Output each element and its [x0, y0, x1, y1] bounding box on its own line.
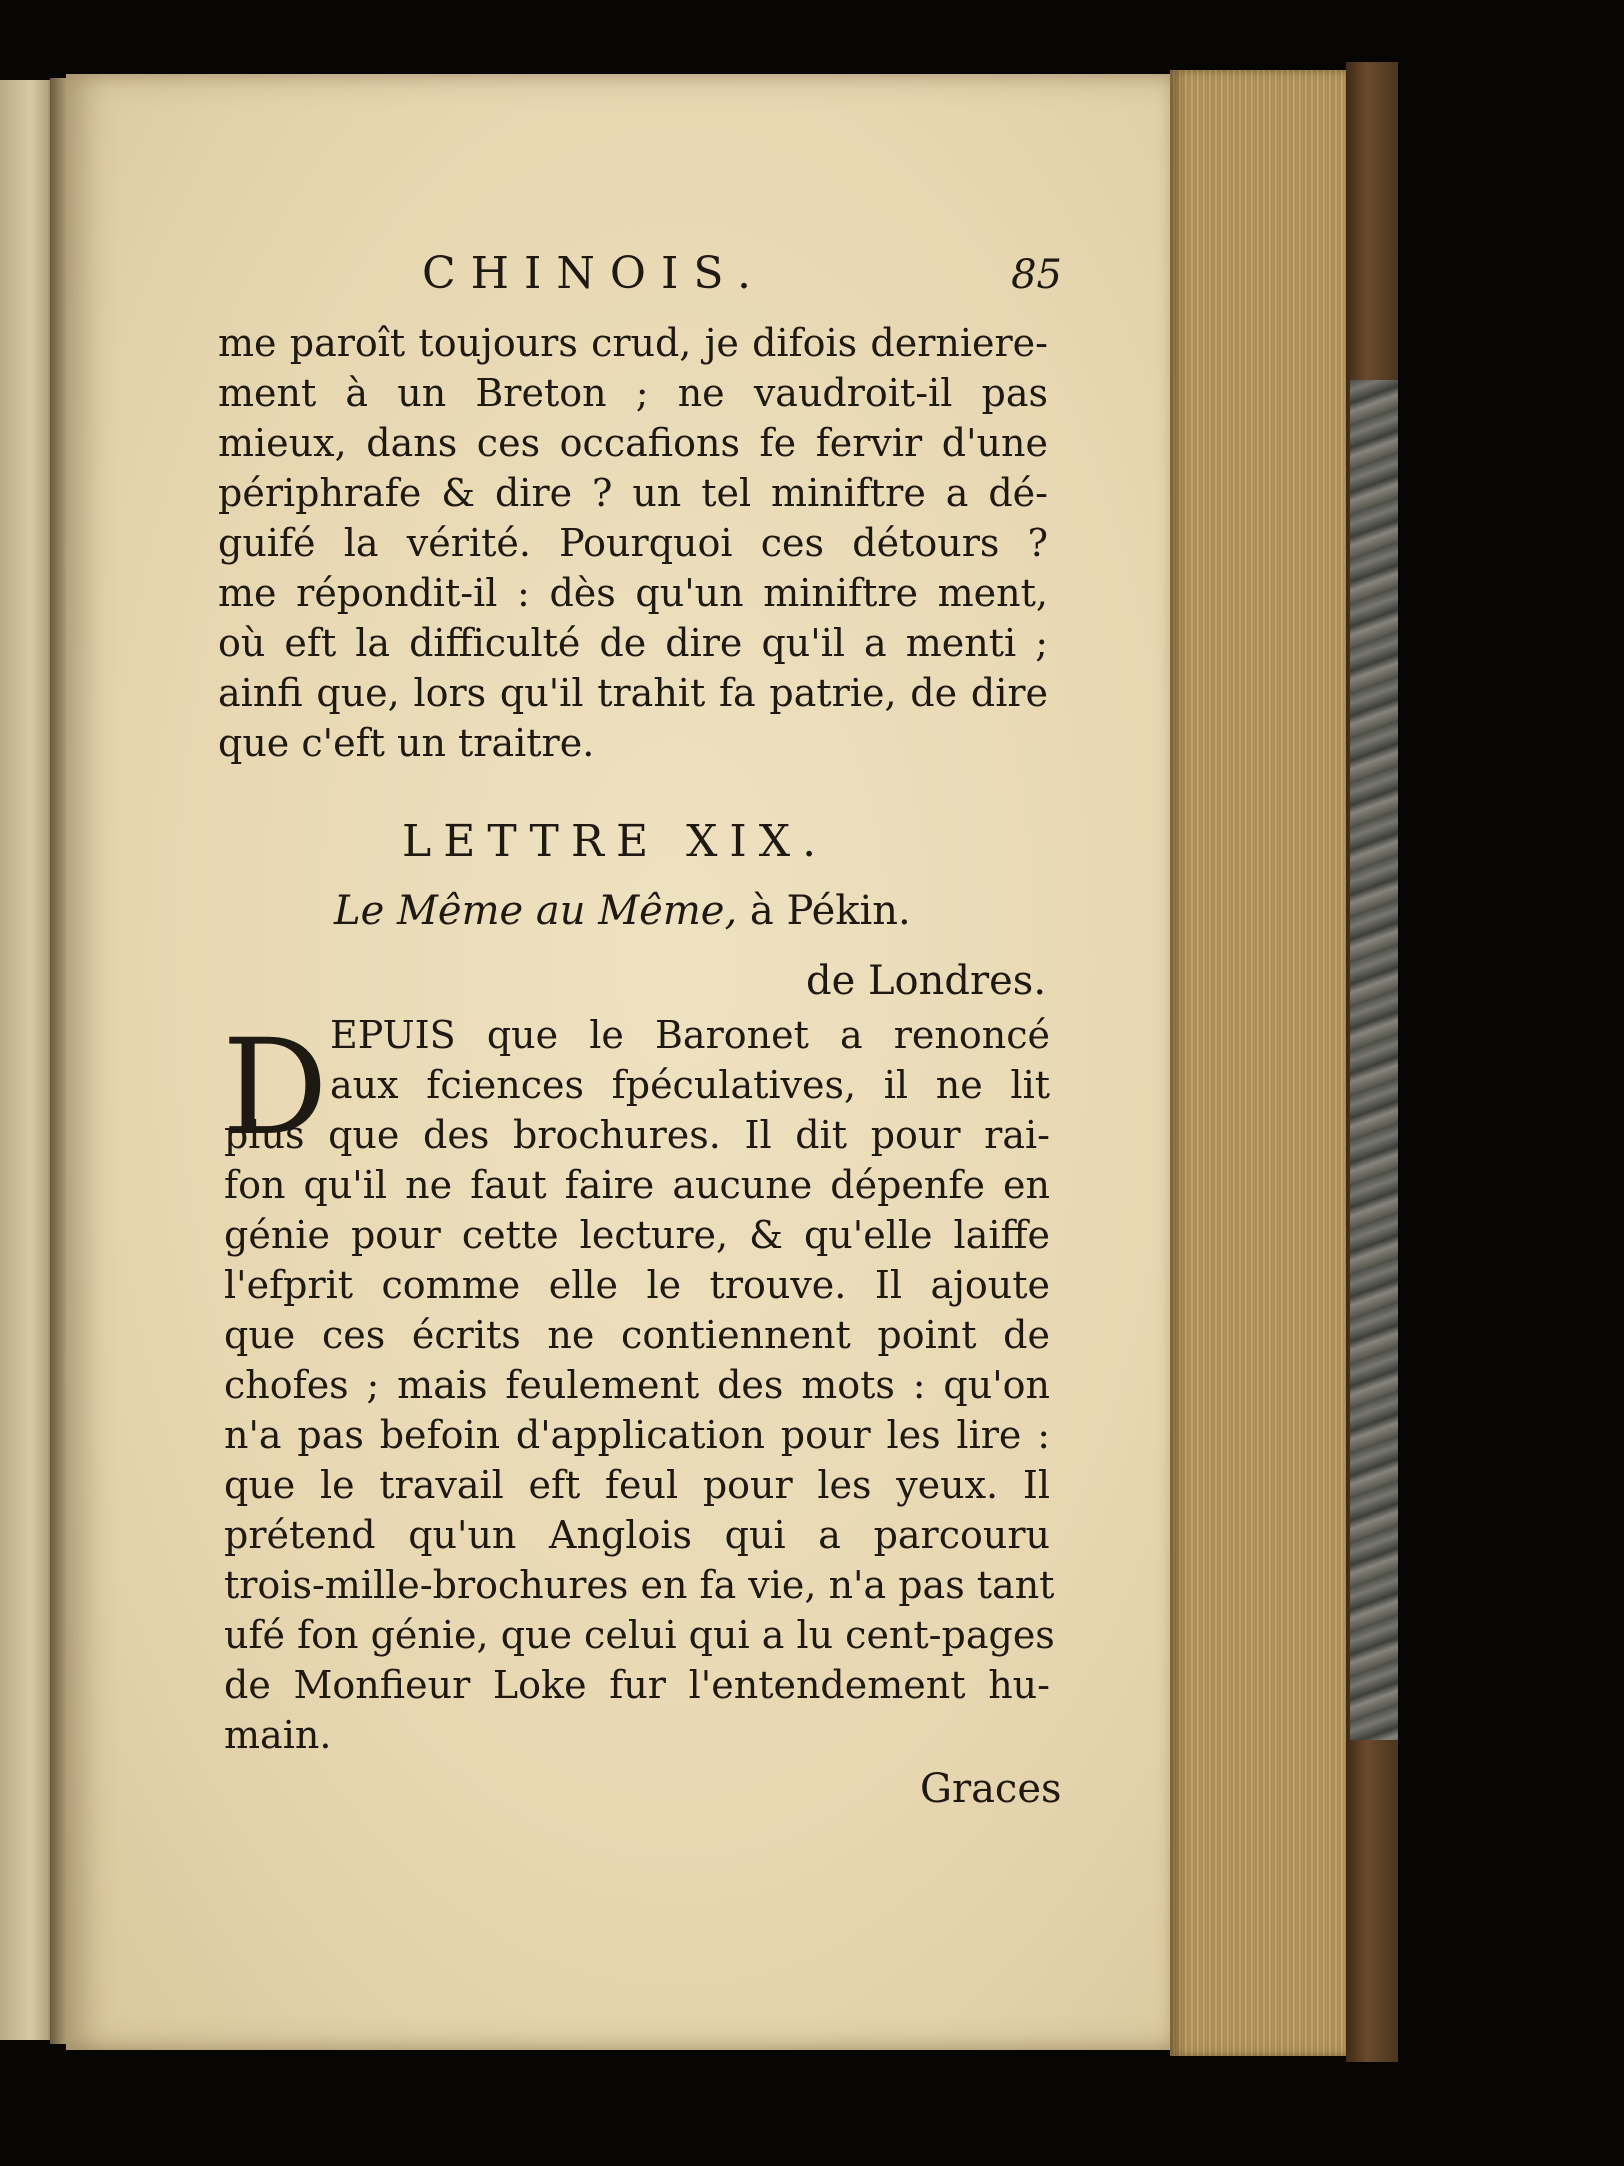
text-line: trois-mille-brochures en fa vie, n'a pas tant	[224, 1563, 1055, 1607]
drop-cap-lines	[330, 1010, 1050, 1110]
text-line: ainfi que, lors qu'il trahit fa patrie, de dire	[218, 671, 1048, 715]
text-line: que ces écrits ne contiennent point de	[224, 1313, 1050, 1357]
text-line: plus que des brochures. Il dit pour rai-	[224, 1113, 1050, 1157]
letter-origin: de Londres.	[806, 958, 1047, 1004]
running-title: CHINOIS.	[422, 248, 766, 299]
catchword: Graces	[920, 1766, 1062, 1812]
drop-cap: D	[222, 1011, 328, 1165]
text-line: guifé la vérité. Pourquoi ces détours ?	[218, 521, 1048, 565]
text-line: fon qu'il ne faut faire aucune dépenfe en	[224, 1163, 1050, 1207]
salutation-place: à Pékin.	[737, 888, 911, 934]
text-line: l'efprit comme elle le trouve. Il ajoute	[224, 1263, 1050, 1307]
text-line: périphrafe & dire ? un tel miniftre a dé-	[218, 471, 1048, 515]
top-paragraph	[218, 318, 1048, 768]
text-line: ufé fon génie, que celui qui a lu cent-pages	[224, 1613, 1055, 1657]
text-line: aux fciences fpéculatives, il ne lit	[330, 1063, 1050, 1107]
page-number: 85	[1011, 252, 1062, 298]
salutation-italic: Le Même au Même,	[334, 888, 738, 934]
text-line: EPUIS que le Baronet a renoncé	[330, 1013, 1050, 1057]
text-line: ment à un Breton ; ne vaudroit-il pas	[218, 371, 1048, 415]
text-line: que le travail eft feul pour les yeux. Il	[224, 1463, 1050, 1507]
marbled-cover	[1350, 380, 1398, 1740]
text-line: chofes ; mais feulement des mots : qu'on	[224, 1363, 1050, 1407]
running-head	[422, 248, 1062, 312]
text-line: de Monfieur Loke fur l'entendement hu-	[224, 1663, 1050, 1707]
text-line: génie pour cette lecture, & qu'elle laiffe	[224, 1213, 1050, 1257]
text-line: n'a pas befoin d'application pour les lire :	[224, 1413, 1050, 1457]
text-line: main.	[224, 1713, 332, 1757]
text-line: prétend qu'un Anglois qui a parcouru	[224, 1513, 1050, 1557]
text-line: me répondit-il : dès qu'un miniftre ment,	[218, 571, 1048, 615]
letter-heading: LETTRE XIX.	[402, 816, 829, 867]
text-line: mieux, dans ces occafions fe fervir d'une	[218, 421, 1048, 465]
letter-body	[224, 1110, 1055, 1760]
letter-salutation	[334, 888, 911, 934]
page-fore-edge	[1170, 70, 1350, 2056]
text-line: que c'eft un traitre.	[218, 721, 595, 765]
text-line: où eft la difficulté de dire qu'il a menti ;	[218, 621, 1048, 665]
text-line: me paroît toujours crud, je difois derniere-	[218, 321, 1048, 365]
left-page-edge	[0, 80, 56, 2040]
